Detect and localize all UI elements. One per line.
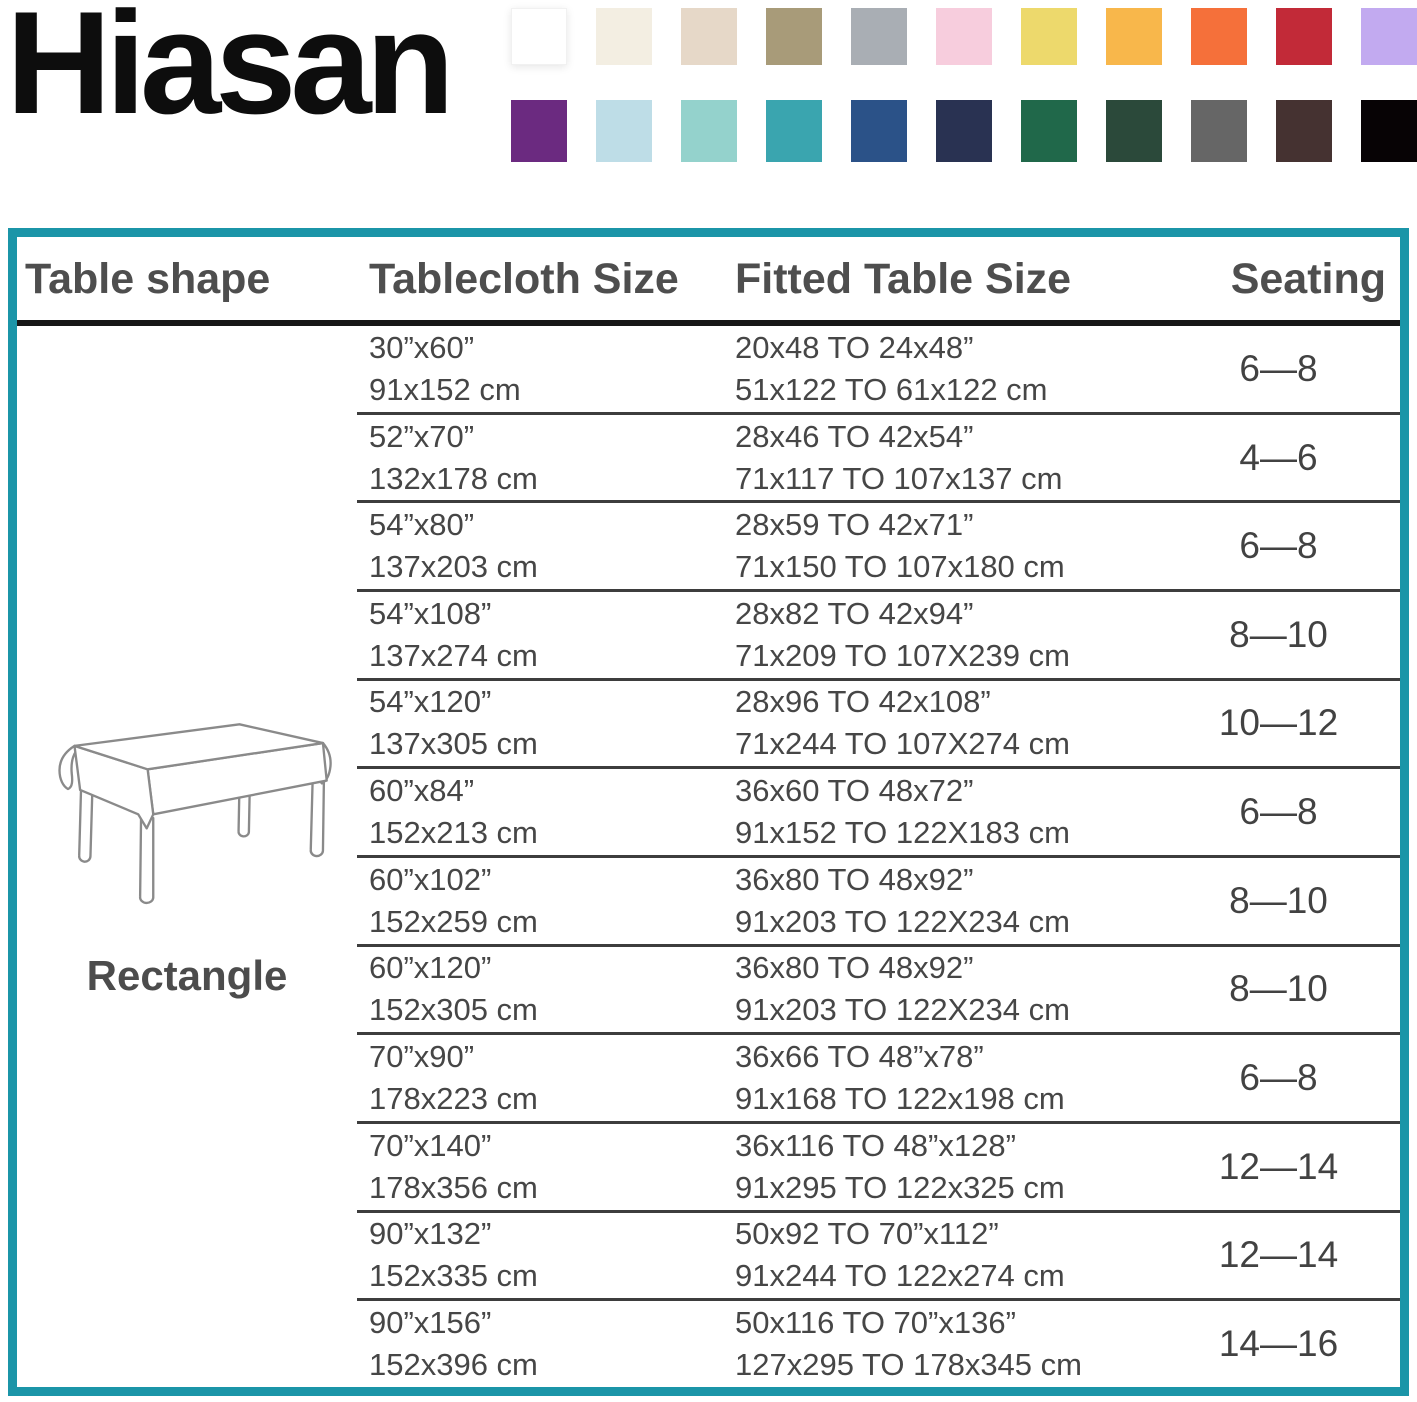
fitted-size-cell: 20x48 TO 24x48” 51x122 TO 61x122 cm <box>707 323 1167 413</box>
color-swatch-lavender <box>1361 8 1417 65</box>
color-swatch-dark-navy <box>936 100 992 162</box>
swatch-row-2 <box>511 100 1417 162</box>
color-swatch-palette <box>511 8 1417 162</box>
size-chart-table <box>17 237 1400 1387</box>
fitted-size-cell: 36x80 TO 48x92” 91x203 TO 122X234 cm <box>707 856 1167 945</box>
rectangle-table-illustration <box>37 713 337 910</box>
fitted-size-cell: 36x80 TO 48x92” 91x203 TO 122X234 cm <box>707 945 1167 1034</box>
seating-cell: 8—10 <box>1167 591 1400 680</box>
color-swatch-orange <box>1191 8 1247 65</box>
seating-cell: 8—10 <box>1167 856 1400 945</box>
brand-logo: Hiasan <box>6 0 449 144</box>
color-swatch-green <box>1021 100 1077 162</box>
color-swatch-ivory <box>596 8 652 65</box>
table-shape-cell <box>17 323 357 1387</box>
color-swatch-purple <box>511 100 567 162</box>
table-row <box>17 323 1400 413</box>
shape-label: Rectangle <box>86 952 288 999</box>
fitted-size-cell: 36x66 TO 48”x78” 91x168 TO 122x198 cm <box>707 1034 1167 1123</box>
color-swatch-dark-gray <box>1191 100 1247 162</box>
fitted-size-cell: 28x59 TO 42x71” 71x150 TO 107x180 cm <box>707 502 1167 591</box>
tablecloth-size-cell: 70”x90” 178x223 cm <box>357 1034 707 1123</box>
color-swatch-dark-green <box>1106 100 1162 162</box>
seating-cell: 14—16 <box>1218 1323 1339 1365</box>
seating-cell: 6—8 <box>1167 1034 1400 1123</box>
tablecloth-size-cell: 60”x102” 152x259 cm <box>357 856 707 945</box>
tablecloth-size-cell: 70”x140” 178x356 cm <box>357 1122 707 1211</box>
color-swatch-yellow <box>1021 8 1077 65</box>
fitted-size-cell: 28x96 TO 42x108” 71x244 TO 107X274 cm <box>707 679 1167 768</box>
seating-cell: 12—14 <box>1167 1211 1400 1300</box>
color-swatch-red <box>1276 8 1332 65</box>
color-swatch-pink <box>936 8 992 65</box>
fitted-size-cell: 36x116 TO 48”x128” 91x295 TO 122x325 cm <box>707 1122 1167 1211</box>
color-swatch-light-blue <box>596 100 652 162</box>
tablecloth-size-cell: 52”x70” 132x178 cm <box>357 413 707 502</box>
color-swatch-chocolate <box>1276 100 1332 162</box>
fitted-size-cell: 36x60 TO 48x72” 91x152 TO 122X183 cm <box>707 768 1167 857</box>
tablecloth-size-cell: 90”x156” 152x396 cm <box>369 1305 538 1383</box>
size-chart-panel <box>8 228 1409 1396</box>
color-swatch-teal <box>766 100 822 162</box>
tablecloth-size-cell: 54”x80” 137x203 cm <box>357 502 707 591</box>
tablecloth-size-cell: 90”x132” 152x335 cm <box>357 1211 707 1300</box>
fitted-size-cell: 28x82 TO 42x94” 71x209 TO 107X239 cm <box>707 591 1167 680</box>
fitted-size-cell: 50x116 TO 70”x136” 127x295 TO 178x345 cm <box>735 1305 1082 1383</box>
seating-cell: 4—6 <box>1167 413 1400 502</box>
color-swatch-navy-blue <box>851 100 907 162</box>
seating-cell: 6—8 <box>1167 768 1400 857</box>
color-swatch-aqua <box>681 100 737 162</box>
tablecloth-size-cell: 30”x60” 91x152 cm <box>357 323 707 413</box>
seating-cell: 10—12 <box>1167 679 1400 768</box>
header-tablecloth-size: Tablecloth Size <box>357 237 707 323</box>
color-swatch-gold <box>1106 8 1162 65</box>
header-table-shape: Table shape <box>17 237 357 323</box>
tablecloth-size-cell: 54”x108” 137x274 cm <box>357 591 707 680</box>
seating-cell: 6—8 <box>1167 323 1400 413</box>
color-swatch-khaki <box>766 8 822 65</box>
fitted-size-cell: 50x92 TO 70”x112” 91x244 TO 122x274 cm <box>707 1211 1167 1300</box>
tablecloth-size-cell: 60”x84” 152x213 cm <box>357 768 707 857</box>
header-row <box>17 237 1400 323</box>
fitted-size-cell: 28x46 TO 42x54” 71x117 TO 107x137 cm <box>707 413 1167 502</box>
header-fitted-table-size: Fitted Table Size <box>707 237 1167 323</box>
color-swatch-black <box>1361 100 1417 162</box>
seating-cell: 8—10 <box>1167 945 1400 1034</box>
tablecloth-size-cell: 54”x120” 137x305 cm <box>357 679 707 768</box>
header-seating: Seating <box>1167 237 1400 323</box>
color-swatch-silver-gray <box>851 8 907 65</box>
color-swatch-white <box>511 8 567 65</box>
color-swatch-beige <box>681 8 737 65</box>
seating-cell: 6—8 <box>1167 502 1400 591</box>
swatch-row-1 <box>511 8 1417 65</box>
seating-cell: 12—14 <box>1167 1122 1400 1211</box>
tablecloth-size-cell: 60”x120” 152x305 cm <box>357 945 707 1034</box>
